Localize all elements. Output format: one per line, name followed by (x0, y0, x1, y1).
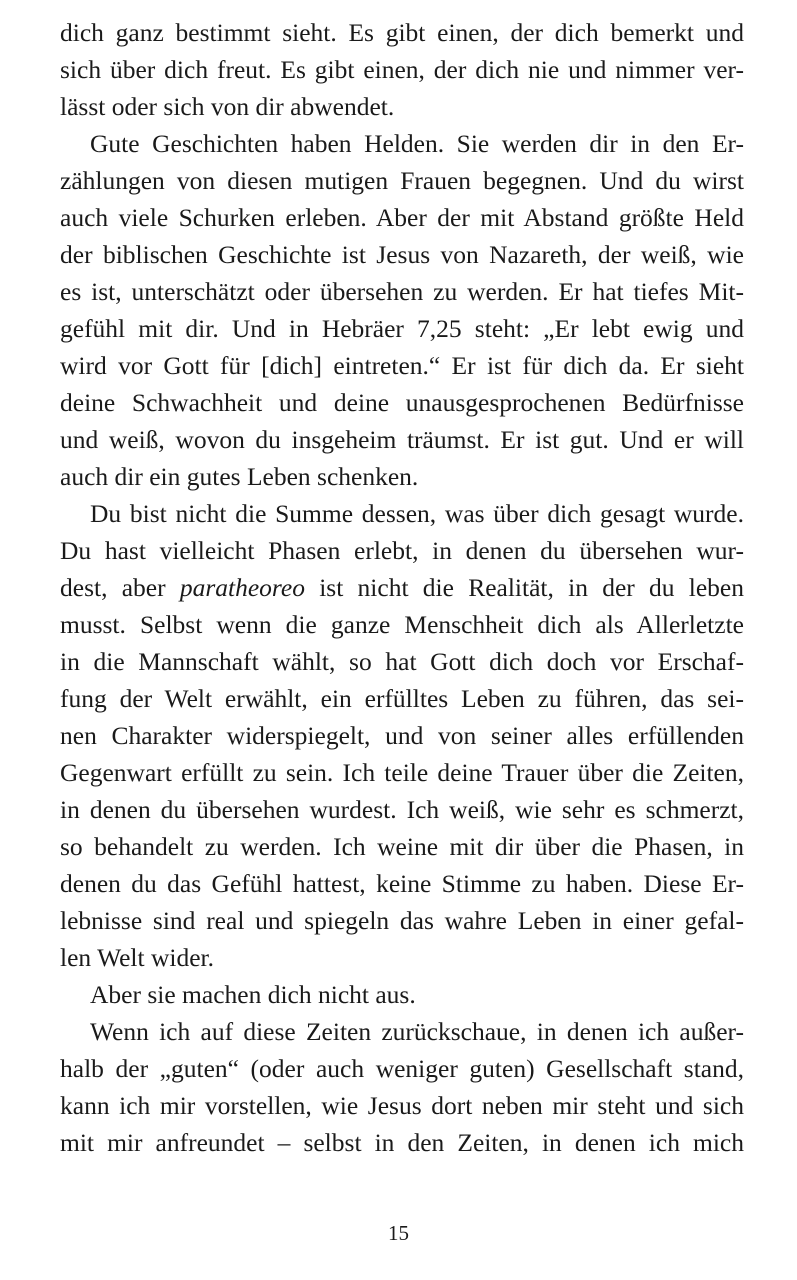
text-line: lebnisse sind real und spiegeln das wahre Leben in einer gefal- (60, 906, 744, 935)
text-line: so behandelt zu werden. Ich weine mit dir über die Phasen, in (60, 832, 744, 861)
text-line: sich über dich freut. Es gibt einen, der dich nie und nimmer ver- (60, 55, 744, 84)
text-line: deine Schwachheit und deine unausgesprochenen Bedürfnisse (60, 388, 744, 417)
text-line: fung der Welt erwählt, ein erfülltes Leben zu führen, das sei- (60, 684, 744, 713)
text-line: der biblischen Geschichte ist Jesus von Nazareth, der weiß, wie (60, 240, 744, 269)
italic-term: paratheoreo (179, 573, 305, 602)
text-line: Aber sie machen dich nicht aus. (90, 980, 416, 1009)
text-line: und weiß, wovon du insgeheim träumst. Er ist gut. Und er will (60, 425, 744, 454)
text-segment: ist nicht die Realität, in der du leben (319, 573, 744, 602)
text-line: wird vor Gott für [dich] eintreten.“ Er ist für dich da. Er sieht (60, 351, 744, 380)
text-line: Du hast vielleicht Phasen erlebt, in denen du übersehen wur- (60, 536, 744, 565)
text-line: mit mir anfreundet – selbst in den Zeiten, in denen ich mich (60, 1128, 744, 1157)
text-line: zählungen von diesen mutigen Frauen begegnen. Und du wirst (60, 166, 744, 195)
text-line: len Welt wider. (60, 943, 214, 972)
text-line: gefühl mit dir. Und in Hebräer 7,25 steht: „Er lebt ewig und (60, 314, 744, 343)
text-line: Gegenwart erfüllt zu sein. Ich teile deine Trauer über die Zeiten, (60, 758, 744, 787)
text-line: in denen du übersehen wurdest. Ich weiß, wie sehr es schmerzt, (60, 795, 744, 824)
page-number: 15 (388, 1221, 409, 1245)
text-line: denen du das Gefühl hattest, keine Stimme zu haben. Diese Er- (60, 869, 744, 898)
text-line: Wenn ich auf diese Zeiten zurückschaue, in denen ich außer- (90, 1017, 744, 1046)
text-line: halb der „guten“ (oder auch weniger guten) Gesellschaft stand, (60, 1054, 744, 1083)
text-line: kann ich mir vorstellen, wie Jesus dort neben mir steht und sich (60, 1091, 744, 1120)
book-page (60, 14, 744, 1264)
text-segment: dest, aber (60, 573, 166, 602)
text-line: Gute Geschichten haben Helden. Sie werden dir in den Er- (90, 129, 744, 158)
text-line: in die Mannschaft wählt, so hat Gott dich doch vor Erschaf- (60, 647, 744, 676)
text-line: Du bist nicht die Summe dessen, was über dich gesagt wurde. (90, 499, 744, 528)
text-line: auch dir ein gutes Leben schenken. (60, 462, 419, 491)
text-line: lässt oder sich von dir abwendet. (60, 92, 395, 121)
text-line: dich ganz bestimmt sieht. Es gibt einen, der dich bemerkt und (60, 18, 744, 47)
text-line (60, 569, 744, 606)
text-line: musst. Selbst wenn die ganze Menschheit dich als Allerletzte (60, 610, 744, 639)
text-line: es ist, unterschätzt oder übersehen zu werden. Er hat tiefes Mit- (60, 277, 744, 306)
text-line: nen Charakter widerspiegelt, und von seiner alles erfüllenden (60, 721, 744, 750)
text-line: auch viele Schurken erleben. Aber der mit Abstand größte Held (60, 203, 744, 232)
